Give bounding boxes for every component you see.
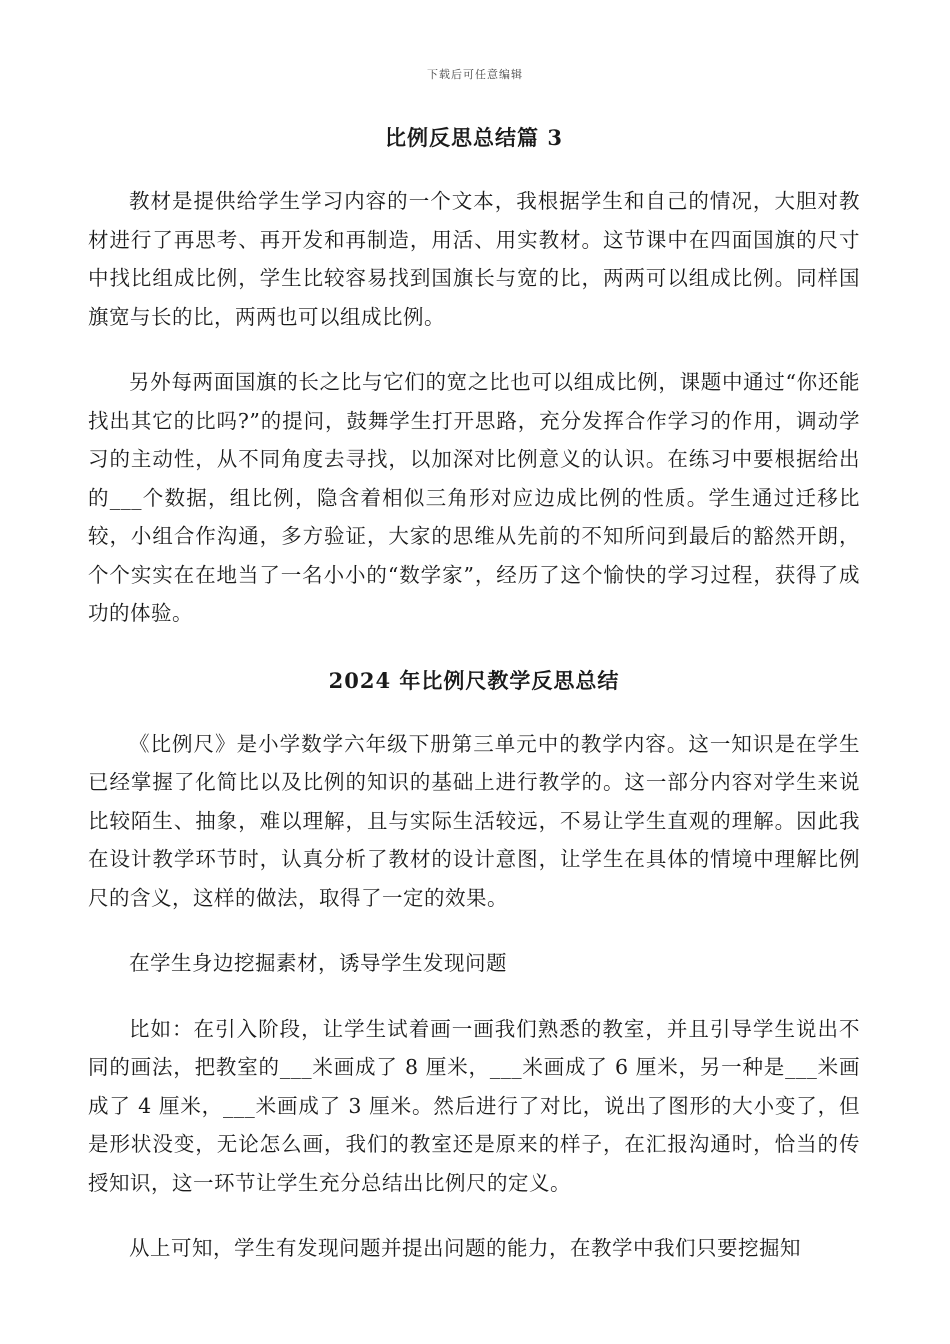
paragraph: 在学生身边挖掘素材，诱导学生发现问题 xyxy=(129,951,507,975)
paragraph: 从上可知，学生有发现问题并提出问题的能力，在教学中我们只要挖掘知 xyxy=(129,1236,801,1260)
paragraph: 教材是提供给学生学习内容的一个文本，我根据学生和自己的情况，大胆对教材进行了再思考、再开发和再制造，用活、用实教材。这节课中在四面国旗的尺寸中找比组成比例，学生比较容易找到国旗长与宽的比，两两可以组成比例。同样国旗宽与长的比，两两也可以组成比例。 xyxy=(88,189,860,329)
section-title-reflection: 比例反思总结篇 3 xyxy=(385,125,563,150)
paragraph: 比如：在引入阶段，让学生试着画一画我们熟悉的教室，并且引导学生说出不同的画法，把教室的___米画成了 8 厘米，___米画成了 6 厘米，另一种是___米画成了 4 厘米，___米画成了 3 厘米。然后进行了对比，说出了图形的大小变了，但是形状没变，无论怎么画，我们的教室还是原来的样子，在汇报沟通时，恰当的传授知识，这一环节让学生充分总结出比例尺的定义。 xyxy=(88,1016,860,1195)
paragraph: 另外每两面国旗的长之比与它们的宽之比也可以组成比例，课题中通过“你还能找出其它的比吗?”的提问，鼓舞学生打开思路，充分发挥合作学习的作用，调动学习的主动性，从不同角度去寻找，以加深对比例意义的认识。在练习中要根据给出的___个数据，组比例，隐含着相似三角形对应边成比例的性质。学生通过迁移比较，小组合作沟通，多方验证，大家的思维从先前的不知所问到最后的豁然开朗，个个实实在在地当了一名小小的“数学家”，经历了这个愉快的学习过程，获得了成功的体验。 xyxy=(88,370,860,625)
section-title-scale-teaching: 2024 年比例尺教学反思总结 xyxy=(328,667,620,693)
header-note: 下载后可任意编辑 xyxy=(427,68,523,81)
document-body xyxy=(88,120,860,1268)
paragraph: 《比例尺》是小学数学六年级下册第三单元中的教学内容。这一知识是在学生已经掌握了化简比以及比例的知识的基础上进行教学的。这一部分内容对学生来说比较陌生、抽象，难以理解，且与实际生活较远，不易让学生直观的理解。因此我在设计教学环节时，认真分析了教材的设计意图，让学生在具体的情境中理解比例尺的含义，这样的做法，取得了一定的效果。 xyxy=(88,731,860,910)
